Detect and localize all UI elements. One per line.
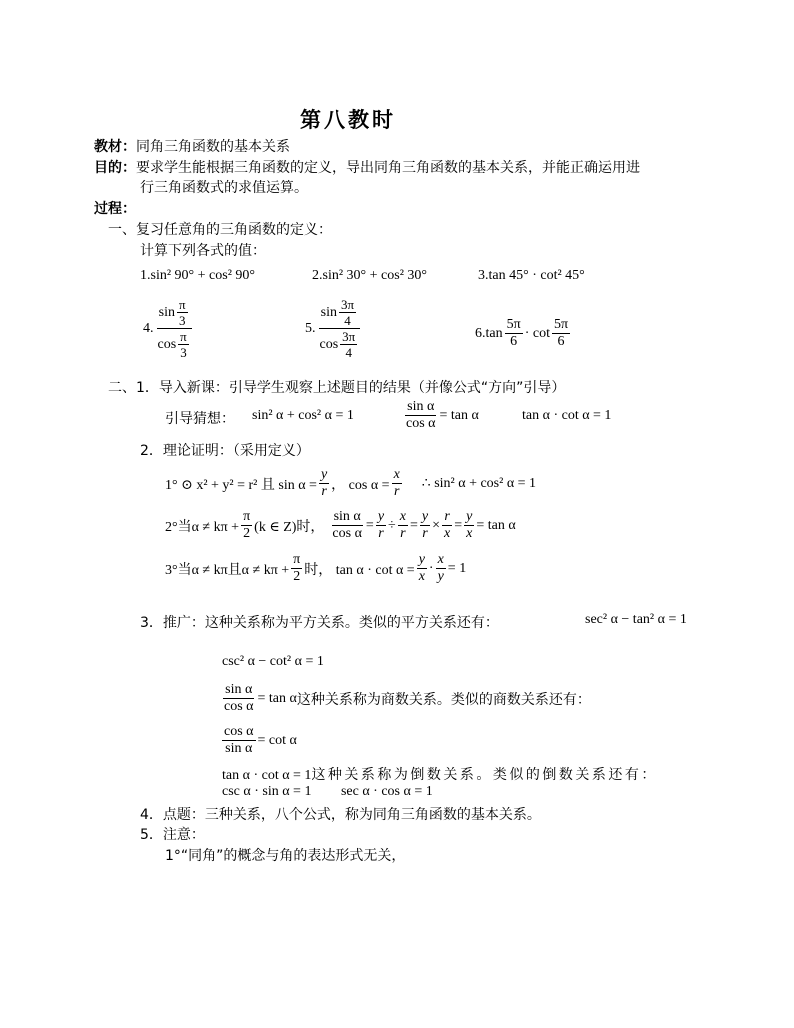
exercise-4-den-3: 3 (180, 345, 187, 360)
generalization-eq: sec² α − tan² α = 1 (585, 612, 687, 627)
proof-2-y1: y (377, 509, 385, 524)
exercise-6-n1: 5π (506, 317, 521, 332)
guess-label: 引导猜想： (165, 411, 235, 427)
exercise-6-tan: 6.tan (475, 325, 503, 341)
proof-2-sin: sin α (333, 509, 361, 524)
exercise-5-sin: sin (320, 304, 337, 320)
quotient-1-num: sin α (225, 682, 253, 697)
proof-3-x1: x (418, 569, 425, 584)
proof-1 (165, 468, 536, 499)
exercise-1: 1.sin² 90° + cos² 90° (140, 268, 255, 283)
point-4: 4．点题：三种关系，八个公式，称为同角三角函数的基本关系。 (140, 807, 541, 823)
reciprocal-sec: sec α · cos α = 1 (340, 784, 433, 799)
exercise-3: 3.tan 45° · cot² 45° (478, 268, 585, 283)
proof-2-r3: r (422, 526, 428, 541)
proof-1-a: 1° ⊙ x² + y² = r² 且 sin α = (165, 477, 317, 493)
proof-3-x2: x (437, 552, 444, 567)
exercise-4-num-3: 3 (179, 313, 186, 328)
proof-2-cos: cos α (332, 526, 362, 541)
proof-2-r2: r (400, 526, 406, 541)
proof-2-x3: x (466, 526, 473, 541)
proof-3-rhs: = 1 (447, 560, 467, 576)
section-1-subheading: 计算下列各式的值： (140, 243, 266, 259)
section-2-heading: 二、1．导入新课：引导学生观察上述题目的结果（并像公式“方向”引导） (108, 380, 566, 396)
quotient-text: 这种关系称为商数关系。类似的商数关系还有： (296, 692, 591, 708)
quotient-1-den: cos α (224, 699, 254, 714)
guess-identity-1: sin² α + cos² α = 1 (252, 408, 354, 423)
proof-2-a: 2°当α ≠ kπ + (165, 519, 240, 535)
exercise-4-number: 4. (143, 320, 154, 336)
proof-3-pi: π (293, 552, 301, 567)
exercise-5-cos: cos (319, 336, 339, 352)
proof-2-y2: y (421, 509, 429, 524)
proof-1-c: ∴ sin² α + cos² α = 1 (421, 476, 537, 491)
textbook-label: 教材： (94, 139, 136, 155)
quotient-1-rhs: = tan α (257, 690, 297, 706)
reciprocal-text: 这种关系称为倒数关系。类似的倒数关系还有： (311, 768, 658, 783)
goal-text-2: 行三角函数式的求值运算。 (140, 180, 308, 196)
proof-3-b: 时， tan α · cot α = (304, 562, 415, 578)
guess-2-rhs: = tan α (439, 407, 479, 423)
quotient-1 (220, 683, 591, 714)
reciprocal-line (222, 764, 658, 784)
proof-3 (165, 553, 466, 584)
exercise-5-num-4: 4 (344, 313, 351, 328)
exercise-2: 2.sin² 30° + cos² 30° (312, 268, 427, 283)
quotient-2-rhs: = cot α (257, 732, 297, 748)
exercise-6-n2: 5π (553, 317, 569, 332)
proof-3-y2: y (437, 569, 444, 584)
proof-3-y: y (418, 552, 425, 567)
proof-1-r2: r (393, 484, 400, 499)
exercise-5-num-3pi: 3π (341, 297, 355, 312)
section-1-heading: 一、复习任意角的三角函数的定义： (108, 222, 332, 238)
exercise-5-den-3pi: 3π (342, 329, 356, 344)
exercise-6 (475, 318, 572, 349)
proof-2-x1: x (399, 509, 406, 524)
proof-2-r4: r (444, 509, 450, 524)
goal-text-1: 要求学生能根据三角函数的定义，导出同角三角函数的基本关系，并能正确运用进 (136, 160, 640, 176)
textbook-text: 同角三角函数的基本关系 (136, 139, 290, 155)
reciprocal-extra (222, 784, 433, 800)
exercise-5 (305, 298, 363, 359)
proof-3-dot: · (428, 560, 434, 576)
proof-2-pi: π (243, 509, 251, 524)
proof-1-y: y (320, 467, 328, 482)
generalization-text: 3．推广：这种关系称为平方关系。类似的平方关系还有： (140, 615, 499, 631)
exercise-4-sin: sin (158, 304, 175, 320)
exercise-4 (143, 298, 195, 359)
proof-1-x: x (393, 467, 400, 482)
quotient-2-num: cos α (224, 724, 254, 739)
exercise-5-den-4: 4 (345, 345, 352, 360)
proof-2-eq1: = (365, 517, 374, 533)
textbook-line (94, 136, 290, 156)
exercise-4-den-pi: π (180, 329, 187, 344)
goal-label: 目的： (94, 160, 136, 176)
guess-2-den: cos α (406, 416, 436, 431)
proof-2-b: (k ∈ Z)时， (254, 519, 325, 535)
proof-2 (165, 510, 516, 541)
proof-2-x2: x (443, 526, 451, 541)
exercise-4-num-pi: π (179, 297, 186, 312)
exercise-4-cos: cos (157, 336, 177, 352)
quotient-2 (220, 725, 297, 756)
exercise-6-d1: 6 (510, 334, 518, 349)
exercise-6-d2: 6 (557, 334, 565, 349)
proof-heading: 2．理论证明：（采用定义） (140, 443, 310, 459)
reciprocal-identity: tan α · cot α = 1 (222, 768, 312, 783)
guess-2-num: sin α (407, 399, 435, 414)
proof-3-two: 2 (293, 569, 301, 584)
note-1: 1°“同角”的概念与角的表达形式无关， (165, 848, 406, 864)
proof-1-b: ， cos α = (331, 477, 390, 493)
guess-identity-3: tan α · cot α = 1 (522, 408, 612, 423)
proof-2-rhs: = tan α (476, 517, 516, 533)
proof-2-y3: y (466, 509, 473, 524)
reciprocal-csc: csc α · sin α = 1 (222, 784, 312, 799)
process-label: 过程： (94, 201, 136, 217)
proof-3-a: 3°当α ≠ kπ且α ≠ kπ + (165, 562, 290, 578)
exercise-5-number: 5. (305, 320, 316, 336)
goal-line (94, 157, 640, 177)
guess-identity-2 (402, 400, 479, 431)
quotient-2-den: sin α (225, 741, 253, 756)
point-5: 5．注意： (140, 827, 205, 843)
proof-2-times: × (432, 517, 440, 533)
proof-2-two: 2 (243, 526, 251, 541)
exercise-6-cot: · cot (524, 325, 550, 341)
page-title: 第八教时 (300, 108, 396, 132)
proof-2-eq3: = (454, 517, 463, 533)
proof-2-eq2: = (409, 517, 418, 533)
proof-1-r1: r (321, 484, 327, 499)
proof-2-div: ÷ (388, 517, 396, 533)
csc-identity: csc² α − cot² α = 1 (222, 654, 324, 669)
proof-2-r1: r (378, 526, 384, 541)
